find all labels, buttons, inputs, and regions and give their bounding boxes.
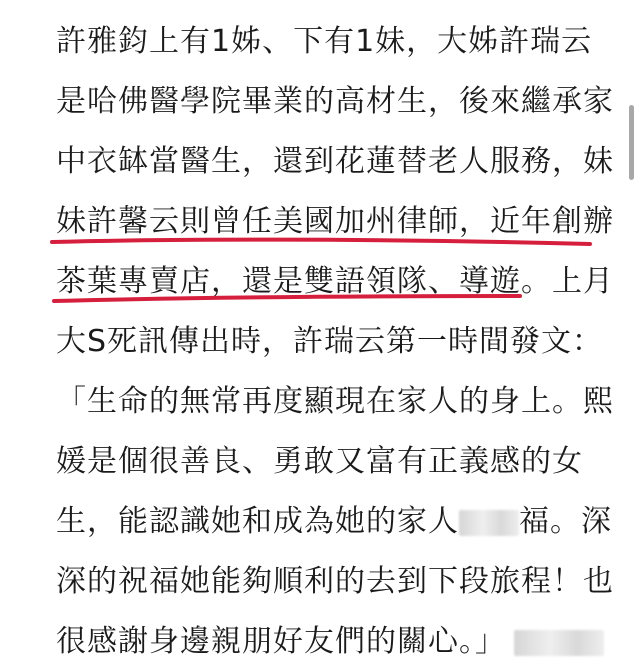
text-line-4: 妹許馨云則曾任美國加州律師，近年創辦 [56, 204, 614, 239]
blurred-watermark [514, 630, 604, 656]
blurred-text-redaction [459, 510, 519, 536]
text-line-10: 深的祝福她能夠順利的去到下段旅程！也 [56, 564, 614, 599]
text-line-9 [56, 492, 612, 552]
text-line-9-after-redaction: 福。深 [519, 504, 612, 539]
scrollbar-thumb[interactable] [629, 105, 634, 180]
text-line-2: 是哈佛醫學院畢業的高材生，後來繼承家 [56, 84, 614, 119]
text-line-3: 中衣缽當醫生，還到花蓮替老人服務，妹 [56, 144, 614, 179]
text-line-9-before-redaction: 生，能認識她和成為她的家人 [56, 504, 459, 539]
text-line-8: 媛是個很善良、勇敢又富有正義感的女 [56, 444, 583, 479]
text-line-11 [56, 612, 604, 668]
text-line-6: 大S死訊傳出時，許瑞云第一時間發文： [56, 324, 604, 359]
text-line-5: 茶葉專賣店，還是雙語領隊、導遊。上月 [56, 264, 614, 299]
text-line-1: 許雅鈞上有1姊、下有1妹，大姊許瑞云 [56, 24, 593, 59]
text-line-7: 「生命的無常再度顯現在家人的身上。熙 [56, 384, 614, 419]
article-body [56, 12, 614, 668]
text-line-11-content: 很感謝身邊親朋好友們的關心。」 [56, 624, 506, 659]
